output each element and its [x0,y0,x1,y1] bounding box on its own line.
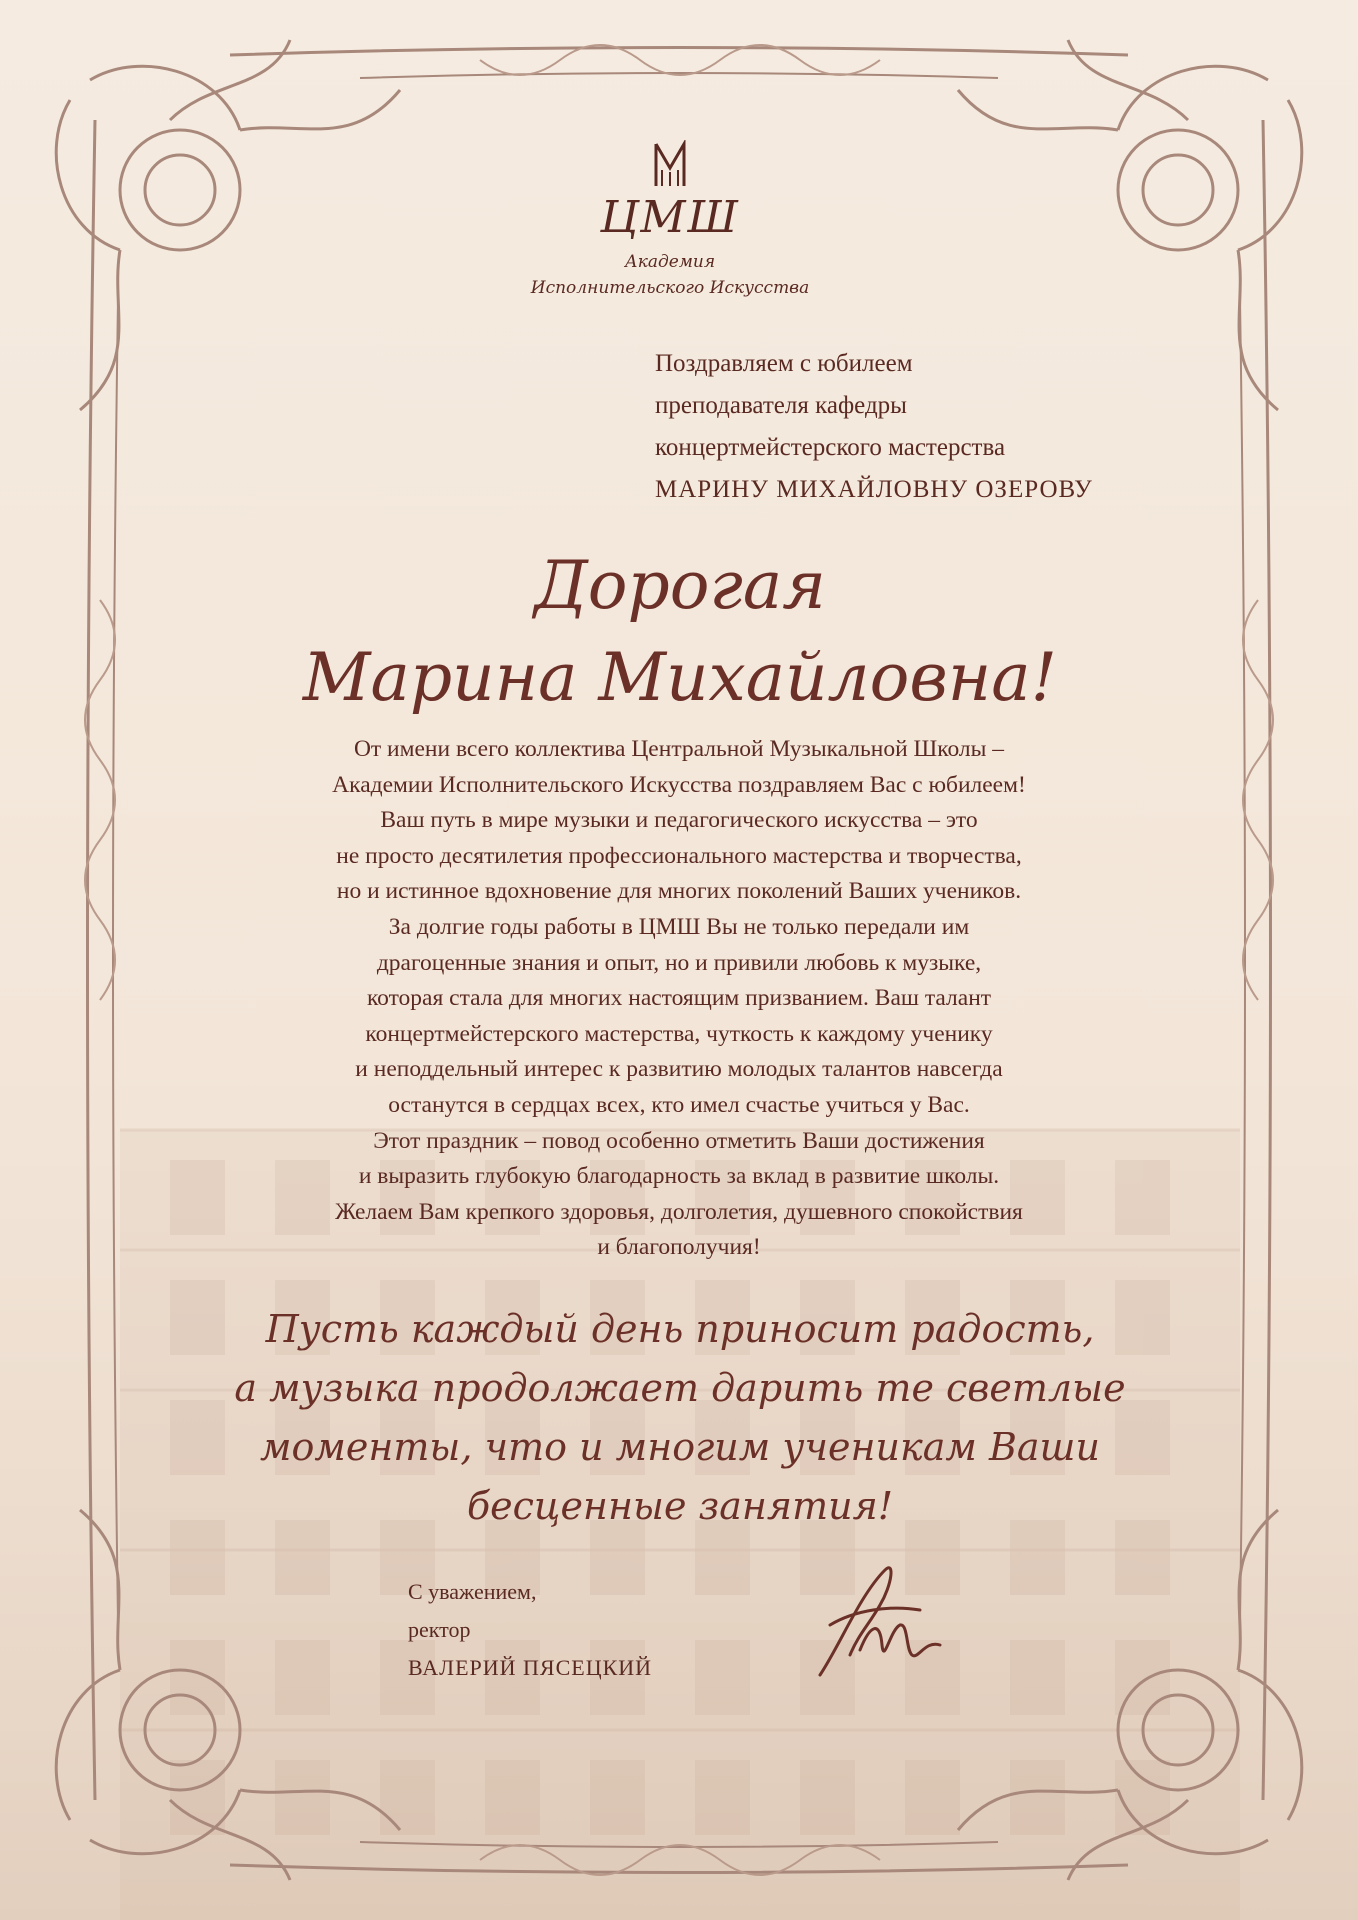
signature-block [408,1573,768,1687]
body-line: От имени всего коллектива Центральной Музыкальной Школы – [353,736,1005,762]
body-line: Этот праздник – повод особенно отметить Ваши достижения [373,1127,985,1154]
salutation-line: Дорогая [534,547,826,624]
signer-title: ректор [408,1617,471,1642]
body-line: концертмейстерского мастерства, чуткость к каждому ученику [365,1020,993,1047]
wish-line: моменты, что и многим ученикам Ваши [259,1425,1101,1469]
body-line: За долгие годы работы в ЦМШ Вы не только передали им [388,913,970,940]
letter-body [150,732,1208,1266]
body-line: которая стала для многих настоящим призванием. Ваш талант [366,985,992,1012]
closing-text: С уважением, [408,1579,537,1604]
body-line: и благополучия! [597,1234,761,1261]
wish-block [190,1300,1170,1536]
wish-line: бесценные занятия! [466,1484,894,1528]
intro-line: концертмейстерского мастерства [655,434,1006,461]
school-monogram-icon [650,140,690,190]
logo-abbreviation: ЦМШ [600,192,740,243]
corner-scroll-ornament [56,40,400,410]
logo-academy-line: Академия [624,252,716,272]
logo-institution-line: Исполнительского Искусства [530,278,810,298]
body-line: Желаем Вам крепкого здоровья, долголетия, душевного спокойствия [335,1198,1023,1225]
wish-line: Пусть каждый день приносит радость, [265,1307,1095,1351]
body-line: Ваш путь в мире музыки и педагогического искусства – это [380,807,978,834]
body-line: Академии Исполнительского Искусства поздравляем Вас с юбилеем! [332,771,1026,798]
honoree-name: МАРИНУ МИХАЙЛОВНУ ОЗЕРОВУ [655,476,1093,503]
intro-line: Поздравляем с юбилеем [655,350,913,377]
body-line: и выразить глубокую благодарность за вклад в развитие школы. [358,1163,1000,1190]
body-line: и неподдельный интерес к развитию молодых талантов навсегда [355,1056,1003,1083]
body-line: но и истинное вдохновение для многих поколений Ваших учеников. [336,878,1022,905]
intro-line: преподавателя кафедры [655,392,907,419]
salutation-line: Марина Михайловна! [302,639,1058,716]
wish-line: а музыка продолжает дарить те светлые [234,1366,1126,1410]
body-line: не просто десятилетия профессионального мастерства и творчества, [336,842,1022,869]
corner-scroll-ornament [958,1510,1302,1880]
signer-name: ВАЛЕРИЙ ПЯСЕЦКИЙ [408,1655,653,1680]
intro-block [655,343,1215,511]
school-logo [520,140,820,315]
salutation [230,540,1130,724]
signature-image [800,1555,960,1695]
body-line: драгоценные знания и опыт, но и привили любовь к музыке, [376,949,982,976]
corner-scroll-ornament [56,1510,400,1880]
body-line: останутся в сердцах всех, кто имел счастье учиться у Вас. [388,1091,970,1118]
